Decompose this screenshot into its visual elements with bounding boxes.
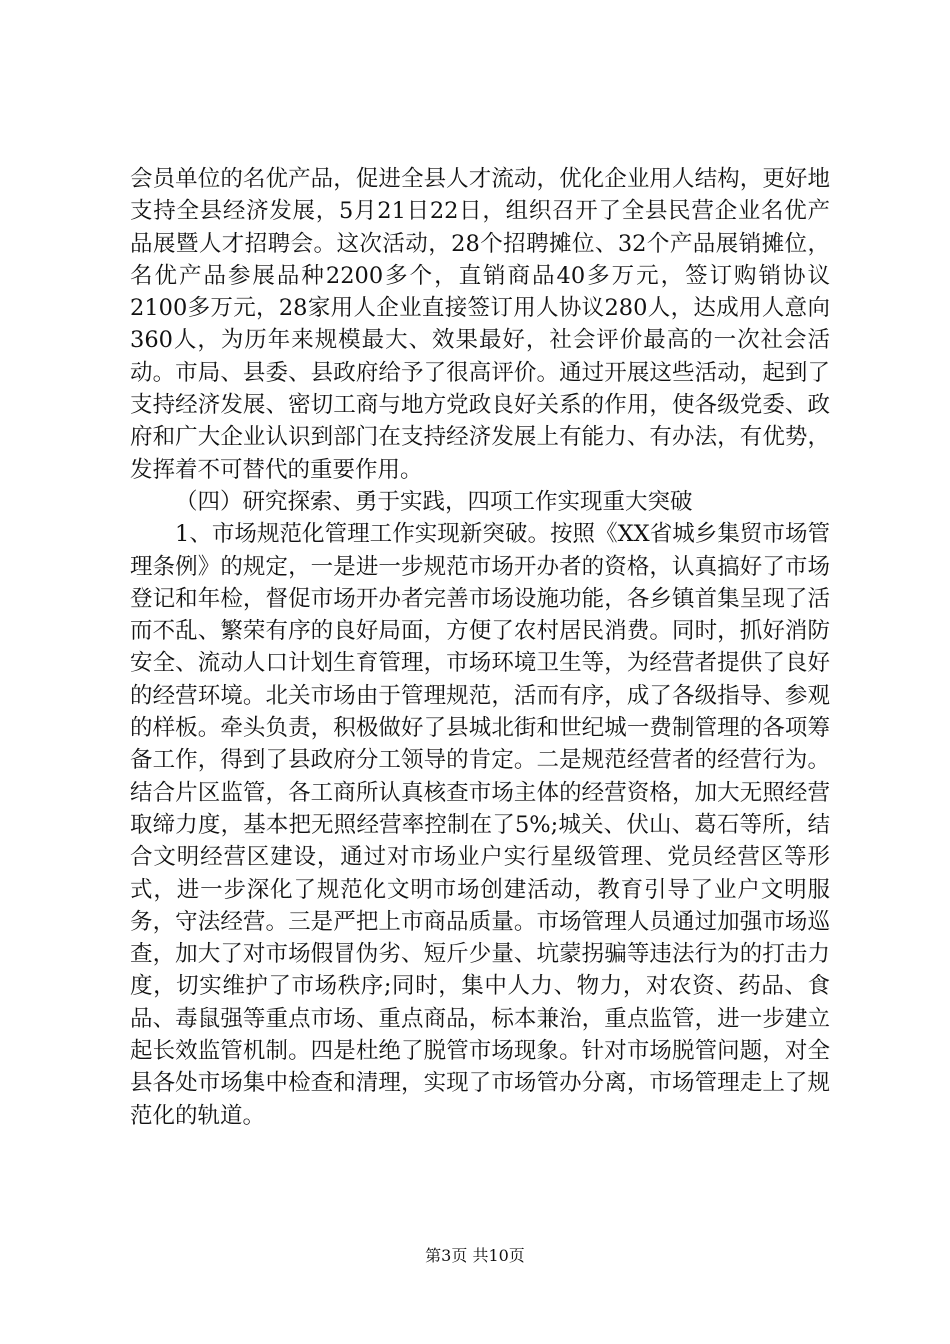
paragraph-continuation: 会员单位的名优产品，促进全县人才流动，优化企业用人结构，更好地支持全县经济发展，5月21日22日，组织召开了全县民营企业名优产品展暨人才招聘会。这次活动，28个招聘摊位、32个产品展销摊位，名优产品参展品种2200多个，直销商品40多万元，签订购销协议2100多万元，28家用人企业直接签订用人协议280人，达成用人意向360人，为历年来规模最大、效果最好，社会评价最高的一次社会活动。市局、县委、县政府给予了很高评价。通过开展这些活动，起到了支持经济发展、密切工商与地方党政良好关系的作用，使各级党委、政府和广大企业认识到部门在支持经济发展上有能力、有办法，有优势，发挥着不可替代的重要作用。 xyxy=(130,166,830,483)
page-footer: 第3页 共10页 xyxy=(425,1246,525,1265)
paragraph-market-regulation: 1、市场规范化管理工作实现新突破。按照《XX省城乡集贸市场管理条例》的规定，一是进一步规范市场开办者的资格，认真搞好了市场登记和年检，督促市场开办者完善市场设施功能，各乡镇首集呈现了活而不乱、繁荣有序的良好局面，方便了农村居民消费。同时，抓好消防安全、流动人口计划生育管理，市场环境卫生等，为经营者提供了良好的经营环境。北关市场由于管理规范，活而有序，成了各级指导、参观的样板。牵头负责，积极做好了县城北街和世纪城一费制管理的各项筹备工作，得到了县政府分工领导的肯定。二是规范经营者的经营行为。结合片区监管，各工商所认真核查市场主体的经营资格，加大无照经营取缔力度，基本把无照经营率控制在了5%;城关、伏山、葛石等所，结合文明经营区建设，通过对市场业户实行星级管理、党员经营区等形式，进一步深化了规范化文明市场创建活动，教育引导了业户文明服务，守法经营。三是严把上市商品质量。市场管理人员通过加强市场巡查，加大了对市场假冒伪劣、短斤少量、坑蒙拐骗等违法行为的打击力度，切实维护了市场秩序;同时，集中人力、物力，对农资、药品、食品、毒鼠强等重点市场、重点商品，标本兼治，重点监管，进一步建立起长效监管机制。四是杜绝了脱管市场现象。针对市场脱管问题，对全县各处市场集中检查和清理，实现了市场管办分离，市场管理走上了规范化的轨道。 xyxy=(130,521,830,1129)
section-heading: （四）研究探索、勇于实践，四项工作实现重大突破 xyxy=(175,488,693,515)
document-body xyxy=(130,163,830,1132)
